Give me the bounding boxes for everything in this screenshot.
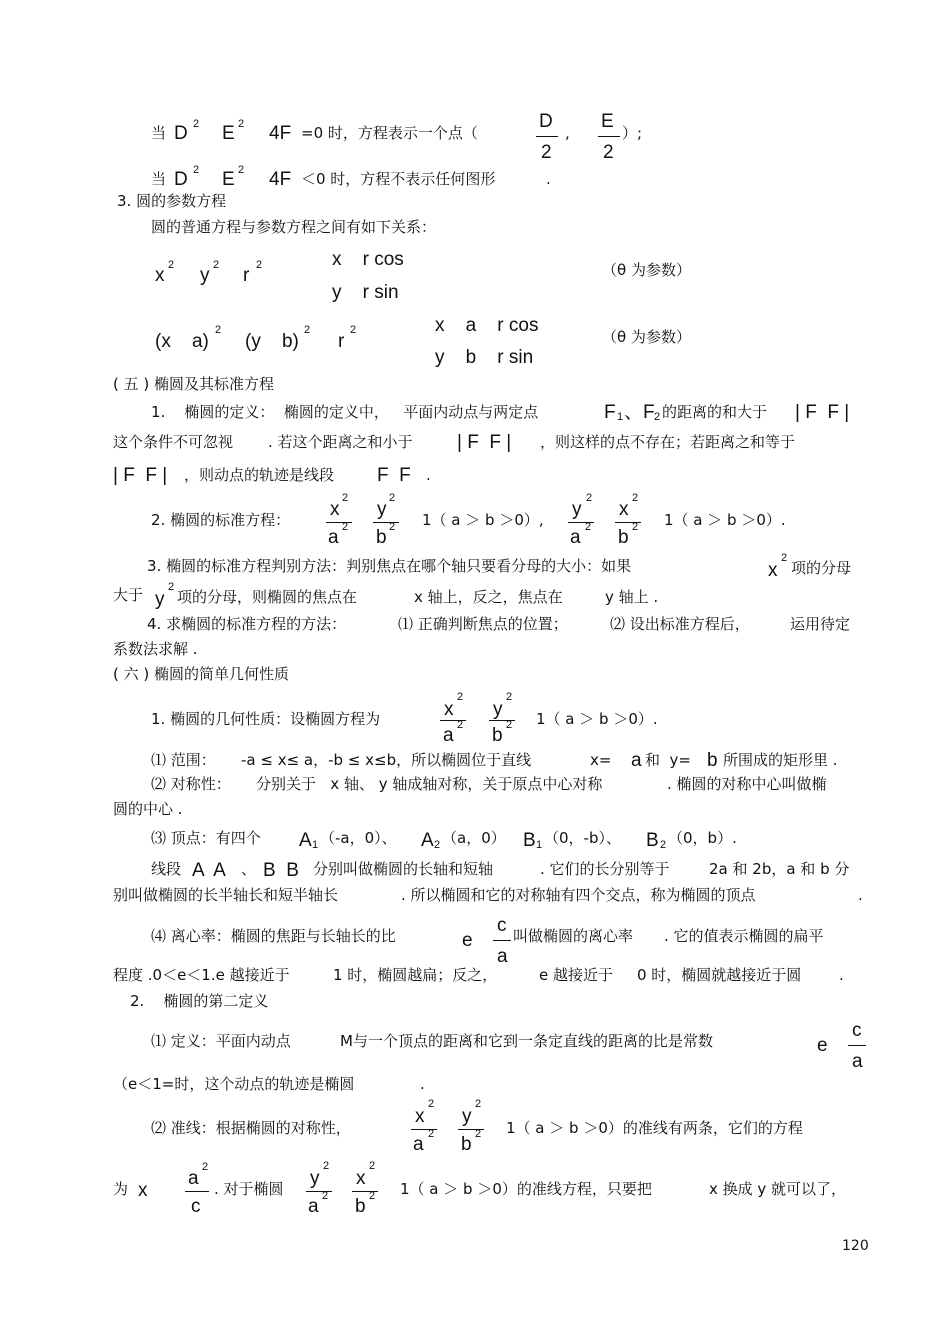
fraction-bar xyxy=(848,1045,866,1046)
text: 0 时，椭圆就越接近于圆 xyxy=(637,966,802,984)
text: . 它的值表示椭圆的扁平 xyxy=(664,927,824,945)
superscript: 2 xyxy=(304,324,311,336)
text: 、 xyxy=(241,860,257,878)
fraction-denominator: a xyxy=(497,946,508,967)
text: 的距离的和大于 xyxy=(662,403,768,421)
text: 这个条件不可忽视 xyxy=(113,433,234,451)
subscript: 2 xyxy=(660,839,667,851)
fraction-bar xyxy=(185,1191,209,1192)
fraction-numerator: y xyxy=(572,499,582,520)
math-expression: | F F | xyxy=(457,432,512,453)
fraction-denominator: a xyxy=(570,527,581,548)
text: 1. 椭圆的定义： 椭圆的定义中， 平面内动点与两定点 xyxy=(151,403,539,421)
text: . 它们的长分别等于 xyxy=(540,860,670,878)
text: ⑷ 离心率：椭圆的焦距与长轴长的比 xyxy=(151,927,396,945)
text: . xyxy=(839,966,844,984)
text: 大于 xyxy=(113,586,144,604)
text: （0，-b）、 xyxy=(544,829,621,847)
section-heading: ( 六 ) 椭圆的简单几何性质 xyxy=(113,665,290,683)
superscript: 2 xyxy=(168,581,175,593)
superscript: 2 xyxy=(506,719,513,731)
math-symbol: B xyxy=(523,830,536,851)
fraction-numerator: y xyxy=(377,499,387,520)
fraction-numerator: y xyxy=(462,1106,472,1127)
text: ⑴ 正确判断焦点的位置； xyxy=(398,615,568,633)
superscript: 2 xyxy=(389,492,396,504)
text: . 所以椭圆和它的对称轴有四个交点，称为椭圆的顶点 xyxy=(401,886,756,904)
superscript: 2 xyxy=(586,492,593,504)
fraction-denominator: a xyxy=(328,527,339,548)
text: （-a，0）、 xyxy=(320,829,397,847)
math-symbol: a xyxy=(631,750,642,771)
text: 分别叫做椭圆的长轴和短轴 xyxy=(313,860,494,878)
math-expression: F F xyxy=(377,465,411,486)
fraction-numerator: D xyxy=(539,111,553,132)
superscript: 2 xyxy=(323,1160,330,1172)
math-symbol: E xyxy=(222,123,235,144)
section-heading: 3. 圆的参数方程 xyxy=(117,192,227,210)
superscript: 2 xyxy=(215,324,222,336)
math-symbol: E xyxy=(222,169,235,190)
text: 和 y= xyxy=(645,751,691,769)
text: 叫做椭圆的离心率 xyxy=(513,927,634,945)
math-expression: | F F | xyxy=(113,465,168,486)
math-symbol: e xyxy=(462,930,473,951)
subscript: 2 xyxy=(434,839,441,851)
text: ，则这样的点不存在；若距离之和等于 xyxy=(540,433,796,451)
math-expression: A A xyxy=(192,860,226,881)
math-symbol: F xyxy=(604,402,616,423)
text: -a ≤ x≤ a，-b ≤ x≤b，所以椭圆位于直线 xyxy=(241,751,532,769)
superscript: 2 xyxy=(369,1190,376,1202)
text: 系数法求解 . xyxy=(113,640,198,658)
superscript: 2 xyxy=(457,719,464,731)
text: . xyxy=(858,886,863,904)
math-expression: 1（ a ＞ b ＞0）. xyxy=(536,710,658,728)
subscript: 1 xyxy=(536,839,543,851)
math-symbol: r xyxy=(338,331,345,352)
math-symbol: 4F xyxy=(269,169,292,190)
text: 当 xyxy=(151,124,167,142)
superscript: 2 xyxy=(632,521,639,533)
superscript: 2 xyxy=(342,521,349,533)
math-expression: 1（ a ＞ b ＞0）. xyxy=(664,511,786,529)
text: 圆的中心 . xyxy=(113,800,183,818)
fraction-denominator: a xyxy=(413,1134,424,1155)
math-symbol: D xyxy=(174,123,188,144)
math-symbol: D xyxy=(174,169,188,190)
math-expression: 1（ a ＞ b ＞0）, xyxy=(422,511,544,529)
fraction-denominator: a xyxy=(852,1051,863,1072)
superscript: 2 xyxy=(193,164,200,176)
subscript: 2 xyxy=(654,411,661,423)
text: 项的分母，则椭圆的焦点在 xyxy=(177,588,358,606)
text: ⑵ 准线：根据椭圆的对称性， xyxy=(151,1119,351,1137)
math-expression: (x a) xyxy=(155,331,209,352)
superscript: 2 xyxy=(350,324,357,336)
superscript: 2 xyxy=(428,1128,435,1140)
fraction-numerator: E xyxy=(601,111,614,132)
superscript: 2 xyxy=(342,492,349,504)
math-symbol: A xyxy=(299,830,312,851)
text: 1 时，椭圆越扁；反之， xyxy=(333,966,498,984)
superscript: 2 xyxy=(369,1160,376,1172)
subscript: 1 xyxy=(312,839,319,851)
text: 分别关于 x 轴、 y 轴成轴对称，关于原点中心对称 xyxy=(256,775,603,793)
math-expression: | F F | xyxy=(795,402,850,423)
text: ⑶ 顶点：有四个 xyxy=(151,829,261,847)
text: x= xyxy=(590,751,612,769)
text: （a，0） xyxy=(442,829,506,847)
superscript: 2 xyxy=(781,552,788,564)
superscript: 2 xyxy=(322,1190,329,1202)
fraction-numerator: x xyxy=(619,499,629,520)
superscript: 2 xyxy=(256,259,263,271)
text: 线段 xyxy=(151,860,182,878)
text: （θ 为参数） xyxy=(602,261,691,279)
text: e 越接近于 xyxy=(539,966,613,984)
math-expression: B B xyxy=(263,860,299,881)
superscript: 2 xyxy=(238,118,245,130)
text: . xyxy=(426,466,431,484)
text: =0 时，方程表示一个点（ xyxy=(301,124,478,142)
page-number: 120 xyxy=(842,1238,869,1254)
math-symbol: 4F xyxy=(269,123,292,144)
text: ⑵ 设出标准方程后， xyxy=(610,615,750,633)
fraction-denominator: a xyxy=(308,1196,319,1217)
superscript: 2 xyxy=(213,259,220,271)
text: 为 xyxy=(113,1180,129,1198)
fraction-denominator: b xyxy=(355,1196,366,1217)
math-symbol: b xyxy=(707,750,718,771)
subscript: 1 xyxy=(617,411,624,423)
text: . xyxy=(546,170,551,188)
superscript: 2 xyxy=(389,521,396,533)
superscript: 2 xyxy=(428,1098,435,1110)
param-equation-line: x r cos xyxy=(332,249,404,270)
math-expression: (y b) xyxy=(245,331,299,352)
fraction-denominator: c xyxy=(191,1196,201,1217)
text: ⑵ 对称性： xyxy=(151,775,231,793)
text: . 对于椭圆 xyxy=(214,1180,284,1198)
superscript: 2 xyxy=(506,691,513,703)
fraction-denominator: b xyxy=(618,527,629,548)
text: 运用待定 xyxy=(790,615,851,633)
fraction-numerator: x xyxy=(444,699,454,720)
fraction-bar xyxy=(598,136,620,137)
math-symbol: e xyxy=(817,1035,828,1056)
fraction-denominator: b xyxy=(461,1134,472,1155)
text: 3. 椭圆的标准方程判别方法：判别焦点在哪个轴只要看分母的大小：如果 xyxy=(147,557,632,575)
fraction-bar xyxy=(536,136,558,137)
param-equation-line: x a r cos xyxy=(435,315,539,336)
text: . 若这个距离之和小于 xyxy=(268,433,413,451)
text: . 椭圆的对称中心叫做椭 xyxy=(667,775,827,793)
text: 1（ a ＞ b ＞0）的准线方程，只要把 xyxy=(400,1180,652,1198)
fraction-denominator: a xyxy=(443,725,454,746)
text: , xyxy=(565,124,570,142)
superscript: 2 xyxy=(475,1128,482,1140)
fraction-denominator: 2 xyxy=(603,142,614,163)
fraction-numerator: y xyxy=(493,699,503,720)
text: 1. 椭圆的几何性质：设椭圆方程为 xyxy=(151,710,381,728)
text: y 轴上 . xyxy=(605,588,659,606)
text: . xyxy=(420,1075,425,1093)
text: ，则动点的轨迹是线段 xyxy=(184,466,335,484)
math-symbol: A xyxy=(421,830,434,851)
param-equation-line: y r sin xyxy=(332,282,399,303)
param-equation-line: y b r sin xyxy=(435,347,534,368)
text: 圆的普通方程与参数方程之间有如下关系： xyxy=(151,218,437,236)
math-symbol: y xyxy=(200,265,210,286)
text: ⑴ 定义：平面内动点 xyxy=(151,1032,291,1050)
superscript: 2 xyxy=(585,521,592,533)
fraction-numerator: x xyxy=(330,499,340,520)
math-symbol: r xyxy=(243,265,250,286)
section-heading: ( 五 ) 椭圆及其标准方程 xyxy=(113,375,275,393)
text: （e＜1=时，这个动点的轨迹是椭圆 xyxy=(113,1075,355,1093)
fraction-numerator: y xyxy=(310,1168,320,1189)
fraction-bar xyxy=(493,940,511,941)
math-symbol: x xyxy=(155,265,165,286)
text: （0，b）. xyxy=(668,829,737,847)
fraction-denominator: b xyxy=(376,527,387,548)
superscript: 2 xyxy=(457,691,464,703)
text: 所围成的矩形里 . xyxy=(723,751,838,769)
math-symbol: B xyxy=(646,830,659,851)
fraction-numerator: x xyxy=(415,1106,425,1127)
section-heading: 2. 椭圆的第二定义 xyxy=(130,992,269,1010)
superscript: 2 xyxy=(632,492,639,504)
text: 2. 椭圆的标准方程： xyxy=(151,511,291,529)
text: M与一个顶点的距离和它到一条定直线的距离的比是常数 xyxy=(340,1032,713,1050)
superscript: 2 xyxy=(475,1098,482,1110)
fraction-numerator: c xyxy=(852,1020,862,1041)
text: 当 xyxy=(151,170,167,188)
math-symbol: x xyxy=(768,560,778,581)
fraction-numerator: c xyxy=(497,915,507,936)
superscript: 2 xyxy=(168,259,175,271)
text: （θ 为参数） xyxy=(602,328,691,346)
fraction-denominator: b xyxy=(492,725,503,746)
text: ＜0 时，方程不表示任何图形 xyxy=(301,170,496,188)
fraction-numerator: x xyxy=(356,1168,366,1189)
math-symbol: 、F xyxy=(624,402,655,423)
fraction-denominator: 2 xyxy=(541,142,552,163)
text: 2a 和 2b，a 和 b 分 xyxy=(709,860,850,878)
text: 项的分母 xyxy=(791,559,852,577)
fraction-numerator: a xyxy=(188,1168,199,1189)
superscript: 2 xyxy=(238,164,245,176)
text: x 换成 y 就可以了， xyxy=(709,1180,847,1198)
math-symbol: y xyxy=(155,589,165,610)
text: x 轴上，反之，焦点在 xyxy=(414,588,563,606)
text: 别叫做椭圆的长半轴长和短半轴长 xyxy=(113,886,339,904)
text: 1（ a ＞ b ＞0）的准线有两条，它们的方程 xyxy=(506,1119,803,1137)
text: 程度 .0＜e＜1.e 越接近于 xyxy=(113,966,290,984)
superscript: 2 xyxy=(202,1161,209,1173)
math-symbol: x xyxy=(138,1180,148,1201)
text: ⑴ 范围： xyxy=(151,751,216,769)
text: ）; xyxy=(622,124,643,142)
text: 4. 求椭圆的标准方程的方法： xyxy=(147,615,347,633)
superscript: 2 xyxy=(193,118,200,130)
